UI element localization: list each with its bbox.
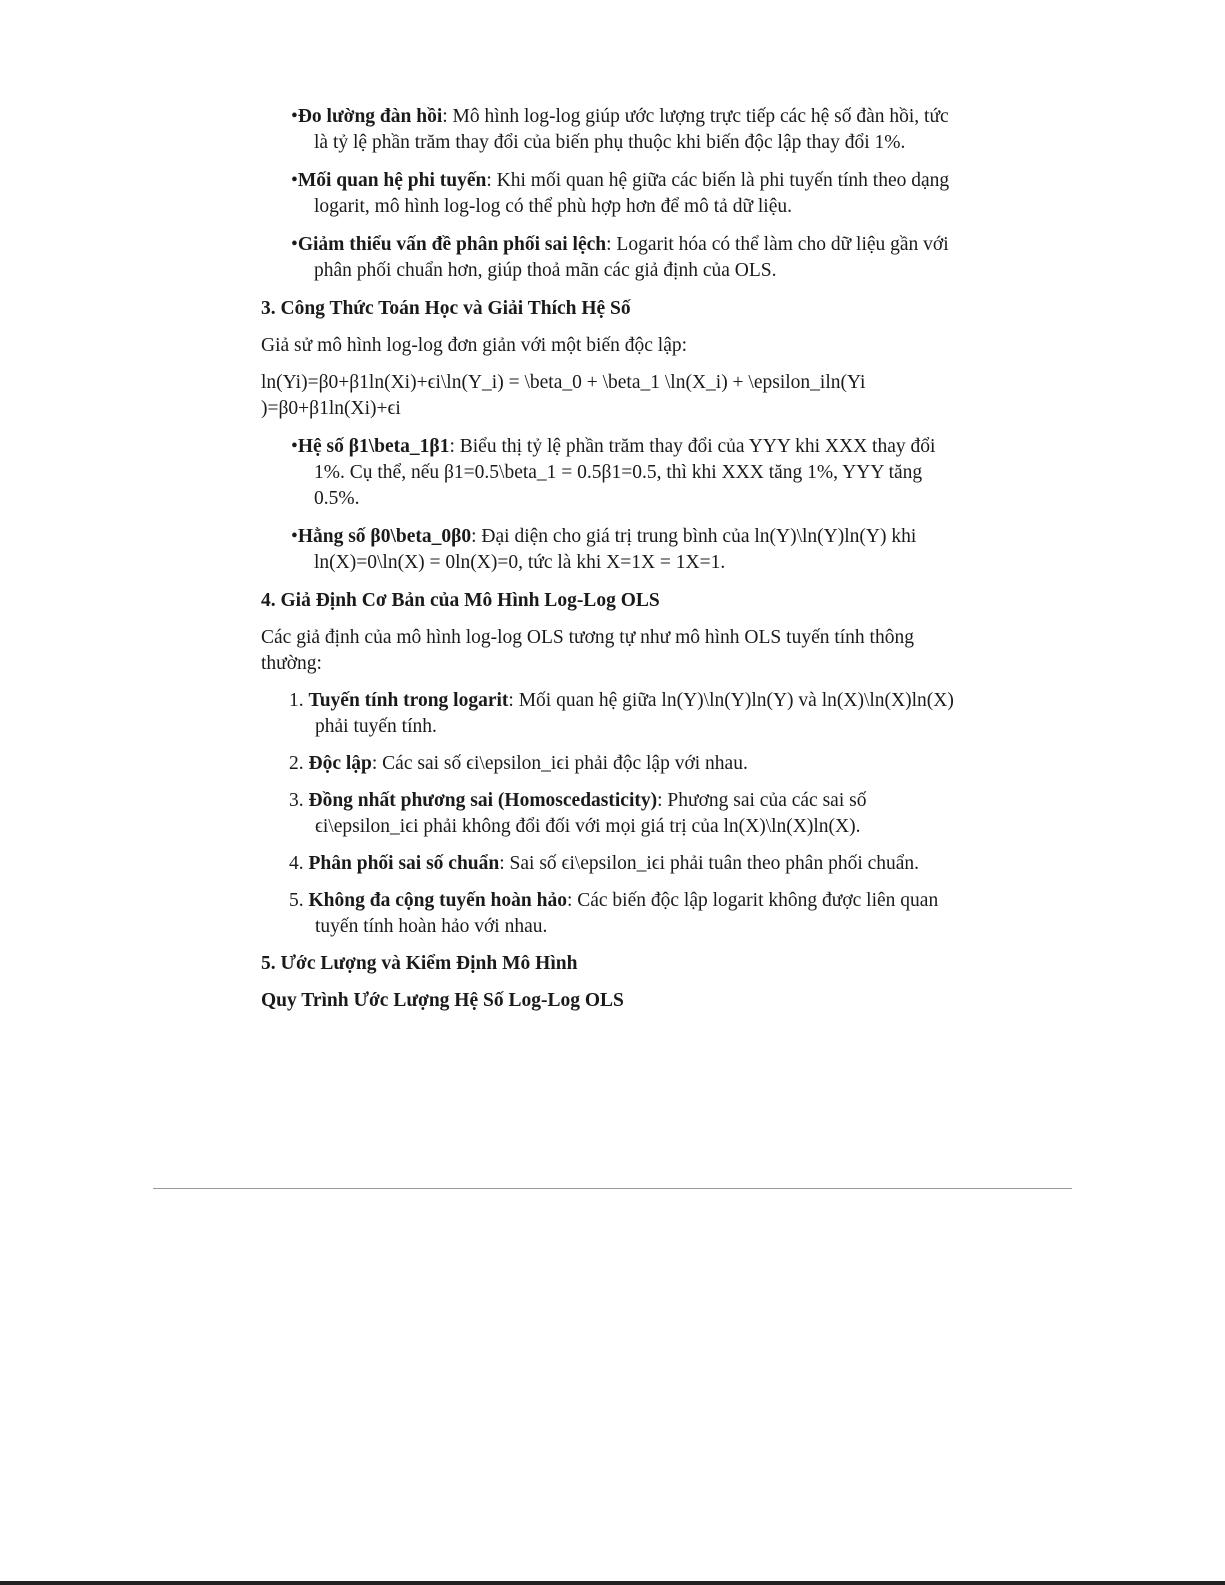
item-term: Không đa cộng tuyến hoàn hảo xyxy=(308,890,567,911)
section-4-heading: 4. Giả Định Cơ Bản của Mô Hình Log-Log OLS xyxy=(261,590,660,611)
assumption-item xyxy=(289,788,961,840)
bullet-term: Hệ số β1\beta_1β1 xyxy=(297,436,450,457)
formula-line-1: ln(Yi)=β0+β1ln(Xi)+ϵi\ln(Y_i) = \beta_0 + \beta_1 \ln(X_i) + \epsilon_iln(Yi xyxy=(261,372,866,393)
bullet-text: : Biểu thị tỷ lệ phần trăm thay đổi của YYY khi XXX thay đổi 1%. Cụ thể, nếu β1=0.5\beta_1 = 0.5β1=0.5, thì khi XXX tăng 1%, YYY tăng 0.5%. xyxy=(314,436,936,509)
bullet-term: Mối quan hệ phi tuyến xyxy=(297,170,487,191)
bullet-term: Đo lường đàn hồi xyxy=(297,106,443,127)
bullet-beta0: •Hằng số β0\beta_0β0: Đại diện cho giá trị trung bình của ln(Y)\ln(Y)ln(Y) khi ln(X)=0\ln(X) = 0ln(X)=0, tức là khi X=1X = 1X=1. xyxy=(291,526,917,573)
item-text: : Sai số ϵi\epsilon_iϵi phải tuân theo phân phối chuẩn. xyxy=(499,853,920,874)
item-text: : Mối quan hệ giữa ln(Y)\ln(Y)ln(Y) và ln(X)\ln(X)ln(X) phải tuyến tính. xyxy=(315,690,954,737)
bullet-elasticity: •Đo lường đàn hồi: Mô hình log-log giúp ước lượng trực tiếp các hệ số đàn hồi, tức là tỷ lệ phần trăm thay đổi của biến phụ thuộc khi biến độc lập thay đổi 1%. xyxy=(291,106,949,153)
item-term: Đồng nhất phương sai (Homoscedasticity) xyxy=(308,790,658,811)
bullet-text: : Khi mối quan hệ giữa các biến là phi tuyến tính theo dạng logarit, mô hình log-log có thể phù hợp hơn để mô tả dữ liệu. xyxy=(314,170,950,217)
formula-line-2: )=β0+β1ln(Xi)+ϵi xyxy=(261,398,401,419)
assumption-item xyxy=(289,888,961,940)
item-text: : Các sai số ϵi\epsilon_iϵi phải độc lập với nhau. xyxy=(371,753,748,774)
item-number: 5. xyxy=(289,890,304,911)
assumption-item xyxy=(289,751,961,777)
section-5-subheading: Quy Trình Ước Lượng Hệ Số Log-Log OLS xyxy=(261,990,624,1011)
item-number: 1. xyxy=(289,690,304,711)
bullet-text: : Mô hình log-log giúp ước lượng trực tiếp các hệ số đàn hồi, tức là tỷ lệ phần trăm thay đổi của biến phụ thuộc khi biến độc lập thay đổi 1%. xyxy=(314,106,949,153)
item-text: : Các biến độc lập logarit không được liên quan tuyến tính hoàn hảo với nhau. xyxy=(315,890,939,937)
page-content xyxy=(261,104,961,1025)
item-term: Độc lập xyxy=(308,753,372,774)
item-term: Tuyến tính trong logarit xyxy=(308,690,509,711)
bullet-nonlinear: •Mối quan hệ phi tuyến: Khi mối quan hệ giữa các biến là phi tuyến tính theo dạng logarit, mô hình log-log có thể phù hợp hơn để mô tả dữ liệu. xyxy=(291,170,950,217)
item-text: : Phương sai của các sai số ϵi\epsilon_iϵi phải không đổi đối với mọi giá trị của ln(X)\ln(X)ln(X). xyxy=(315,790,867,837)
item-number: 3. xyxy=(289,790,304,811)
bullet-text: : Logarit hóa có thể làm cho dữ liệu gần với phân phối chuẩn hơn, giúp thoả mãn các giả định của OLS. xyxy=(314,234,949,281)
bullet-term: Giảm thiểu vấn đề phân phối sai lệch xyxy=(297,234,607,255)
bullet-beta1: •Hệ số β1\beta_1β1: Biểu thị tỷ lệ phần trăm thay đổi của YYY khi XXX thay đổi 1%. Cụ thể, nếu β1=0.5\beta_1 = 0.5β1=0.5, thì khi XXX tăng 1%, YYY tăng 0.5%. xyxy=(291,436,936,509)
section-4-intro: Các giả định của mô hình log-log OLS tương tự như mô hình OLS tuyến tính thông thường: xyxy=(261,627,914,674)
assumption-item xyxy=(289,688,961,740)
section-3-intro: Giả sử mô hình log-log đơn giản với một biến độc lập: xyxy=(261,335,688,356)
section-3-heading: 3. Công Thức Toán Học và Giải Thích Hệ Số xyxy=(261,298,631,319)
item-number: 4. xyxy=(289,853,304,874)
page-divider xyxy=(153,1188,1072,1189)
item-term: Phân phối sai số chuẩn xyxy=(308,853,500,874)
section-5-heading: 5. Ước Lượng và Kiểm Định Mô Hình xyxy=(261,953,578,974)
item-number: 2. xyxy=(289,753,304,774)
bullet-term: Hằng số β0\beta_0β0 xyxy=(297,526,472,547)
formula xyxy=(261,370,961,422)
bullet-text: : Đại diện cho giá trị trung bình của ln(Y)\ln(Y)ln(Y) khi ln(X)=0\ln(X) = 0ln(X)=0, tức là khi X=1X = 1X=1. xyxy=(314,526,917,573)
bullet-skewness: •Giảm thiểu vấn đề phân phối sai lệch: Logarit hóa có thể làm cho dữ liệu gần với phân phối chuẩn hơn, giúp thoả mãn các giả định của OLS. xyxy=(291,234,949,281)
assumption-item xyxy=(289,851,961,877)
page-bottom-edge xyxy=(0,1581,1225,1585)
